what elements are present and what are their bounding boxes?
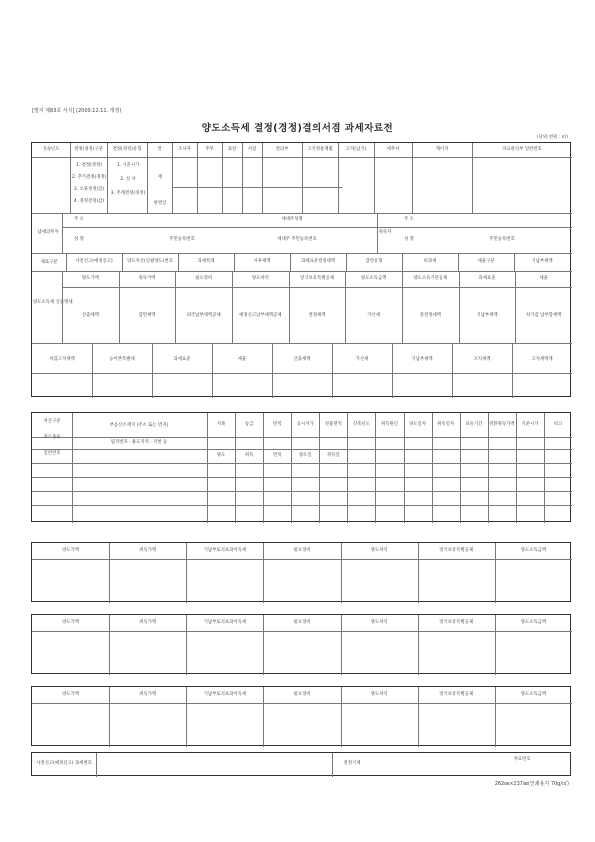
block-col: 필요경비 <box>293 692 311 697</box>
rule-line <box>172 143 173 213</box>
bottom-col-label: 산출세액 <box>293 357 311 362</box>
block-col: 양도차익 <box>370 620 388 625</box>
rule-line <box>404 413 405 523</box>
asset-col: 신축년도 <box>352 422 370 427</box>
tax-col-label: 결정세액 <box>308 313 326 318</box>
header-cell: 세무서 <box>386 147 400 152</box>
buyer-address-label: 주 소 <box>404 217 414 222</box>
kind-item: 3. 오류정정(감) <box>73 187 105 192</box>
calc-row-label: 양도가액 <box>81 276 99 281</box>
rule-line <box>418 615 419 675</box>
rule-line <box>495 615 496 675</box>
rule-line <box>109 615 110 675</box>
rule-line <box>291 413 292 523</box>
block-col: 기납부토지초과이득세 <box>203 692 247 697</box>
header-cell: 고지정통계월 <box>307 147 333 152</box>
detail-label: 필지번호 · 용도지역 · 지번 등 <box>110 440 168 445</box>
block-col: 장기보유특별공제 <box>439 548 474 553</box>
calc-row-label: 필요경비 <box>195 276 213 281</box>
rule-line <box>346 253 347 271</box>
asset-sub: 양도일 <box>298 453 312 458</box>
header-cell: 자료관리부 일련번호 <box>502 147 542 152</box>
rule-line <box>32 477 572 478</box>
block-col: 양도가액 <box>62 692 80 697</box>
calc-row-label: 장기보유특별공제 <box>300 276 334 281</box>
rule-line <box>207 413 208 523</box>
block-col: 양도가액 <box>62 620 80 625</box>
tax-col-label: 예정신고납부세액공제 <box>239 313 282 318</box>
rule-line <box>232 287 233 343</box>
asset-col: 등급 <box>244 422 254 427</box>
form-number: [별지 제83호 서식] (2000.12.11. 개정) <box>32 108 122 114</box>
rule-line <box>212 343 213 398</box>
type-item: 3. 추계결정(경정) <box>110 191 146 196</box>
rule-line <box>96 753 97 777</box>
rule-line <box>107 143 108 213</box>
category-col: 양도자산(일괄양도)번호 <box>127 259 173 264</box>
rule-line <box>186 615 187 675</box>
rule-line <box>544 413 545 523</box>
block-col: 기납부토지초과이득세 <box>203 548 247 553</box>
rule-line <box>62 287 63 343</box>
rule-line <box>341 687 342 747</box>
rule-line <box>32 343 572 344</box>
rule-line <box>32 213 572 214</box>
header-cell: 조사자 <box>178 147 191 152</box>
asset-col: 전환취득가액 <box>489 422 515 427</box>
category-col: 과세특례 <box>197 259 215 264</box>
rule-line <box>472 143 473 213</box>
calc-side-label: 양도소득세 산출명세 <box>33 300 73 305</box>
rule-line <box>459 287 460 343</box>
kind-item: 2. 추가결정(경정) <box>72 175 107 180</box>
rule-line <box>432 413 433 523</box>
tax-col-label: 기납부세액 <box>476 313 498 318</box>
header-cell: 주무 <box>205 147 214 152</box>
block-col: 양도소득금액 <box>520 620 547 625</box>
asset-col: 양도일자 <box>409 422 427 427</box>
asset-sub: 면적 <box>272 453 282 458</box>
tax-col-label: 외국납부세액공제 <box>186 313 221 318</box>
rule-line <box>262 143 263 213</box>
rule-line <box>263 543 264 603</box>
asset-sub: 취득 <box>244 453 254 458</box>
asset-col: 면적 <box>272 422 282 427</box>
paper-spec: 262㎜×237㎜(인쇄용지 70g/㎡) <box>494 781 569 787</box>
rule-line <box>402 253 403 271</box>
tax-col-label: 산출세액 <box>81 313 99 318</box>
calc-block-3 <box>31 686 571 746</box>
rule-line <box>32 271 572 272</box>
category-col: 사전신고(예정신고) <box>75 259 113 264</box>
buyer-resident-label: 주민등록번호 <box>489 237 515 242</box>
rule-line <box>263 687 264 747</box>
rule-line <box>92 343 93 398</box>
asset-label: 자산구분 <box>43 419 61 424</box>
calc-row-label: 세율 <box>539 276 548 281</box>
block-col: 장기보유특별공제 <box>439 620 474 625</box>
header-cell: 결정(경정)유형 <box>112 147 142 152</box>
rule-line <box>512 343 513 398</box>
final-mid: 결정기재 <box>343 761 361 766</box>
category-col: 사후세액 <box>253 259 271 264</box>
rule-line <box>32 491 572 492</box>
rule-line <box>235 413 236 523</box>
rule-line <box>32 373 572 374</box>
tax-col-label: 가산세 <box>367 313 381 318</box>
rule-line <box>460 413 461 523</box>
rule-line <box>495 543 496 603</box>
type-item: 2. 실 사 <box>120 177 136 182</box>
asset-col: 기준시가 <box>521 422 539 427</box>
rule-line <box>152 343 153 398</box>
bottom-col-label: 기납부세액 <box>411 357 433 362</box>
block-col: 기납부토지초과이득세 <box>203 620 247 625</box>
asset-detail-table <box>31 412 571 522</box>
rule-line <box>263 413 264 523</box>
block-col: 양도차익 <box>370 548 388 553</box>
header-cell: 결 <box>157 147 162 152</box>
calc-row-label: 양도소득기본공제 <box>413 276 448 281</box>
rule-line <box>332 343 333 398</box>
rule-line <box>119 271 120 287</box>
rule-line <box>234 253 235 271</box>
rule-line <box>341 615 342 675</box>
rule-line <box>495 687 496 747</box>
final-right: 자료번호 <box>513 757 531 762</box>
header-cell: 고지(납기) <box>345 147 367 152</box>
rule-line <box>289 271 290 287</box>
rule-line <box>222 143 223 213</box>
rule-line <box>32 449 572 450</box>
block-col: 취득가액 <box>139 692 157 697</box>
rule-line <box>232 271 233 287</box>
block-col: 취득가액 <box>139 548 157 553</box>
asset-col: 취득일자 <box>437 422 455 427</box>
rule-line <box>32 703 572 704</box>
bottom-col-label: 차감고지세액 <box>49 357 75 362</box>
rule-line <box>392 343 393 398</box>
block-col: 양도가액 <box>62 548 80 553</box>
rule-line <box>178 253 179 271</box>
rule-line <box>242 143 243 213</box>
rule-line <box>452 343 453 398</box>
calc-row-label: 취득가액 <box>138 276 156 281</box>
asset-sub: 취득일 <box>326 453 340 458</box>
rule-line <box>459 271 460 287</box>
asset-col: 공시지가 <box>296 422 314 427</box>
rule-line <box>516 413 517 523</box>
location-label: 부동산소재지 (주소 또는 번지) <box>109 423 169 428</box>
asset-col: 취득원인 <box>381 422 398 427</box>
calc-block-2 <box>31 614 571 674</box>
asset-col: 지목 <box>216 422 226 427</box>
rule-line <box>341 543 342 603</box>
rule-line <box>302 143 303 213</box>
rule-line <box>172 187 342 188</box>
final-left: 사전신고(예정신고) 과세번호 <box>36 761 92 766</box>
kind-item: 1. 결정(경정) <box>76 163 102 168</box>
bottom-col-label: 고지세액계 <box>531 357 553 362</box>
header-cell: 결의부 <box>275 147 289 152</box>
buyer-label: 취득자 <box>378 230 392 235</box>
header-cell: 서장 <box>247 147 257 152</box>
rule-line <box>62 287 572 288</box>
rule-line <box>109 687 110 747</box>
category-col: 세율구분 <box>477 259 495 264</box>
name-label: 성 명 <box>74 237 84 242</box>
tax-col-label: 감면세액 <box>138 313 156 318</box>
rule-line <box>32 253 572 254</box>
rule-line <box>175 271 176 287</box>
bottom-col-label: 세율 <box>237 357 247 362</box>
address-label: 주 소 <box>74 217 84 222</box>
rule-line <box>402 271 403 287</box>
resident-no-label: 주민등록번호 <box>169 237 195 242</box>
rule-line <box>488 413 489 523</box>
rule-line <box>412 143 413 213</box>
rule-line <box>418 543 419 603</box>
rule-line <box>186 543 187 603</box>
rule-line <box>345 271 346 287</box>
tax-col-label: 차가감 납부할세액 <box>525 313 562 318</box>
approval-cell: 판결일 <box>153 201 167 206</box>
page-title: 양도소득세 결정(경정)결의서겸 과세자료전 <box>201 123 394 134</box>
header-cell: 계이지 <box>435 147 449 152</box>
rule-line <box>32 463 572 464</box>
unit-label: (단위:천원 : ㎡) <box>536 135 568 140</box>
rule-line <box>458 253 459 271</box>
category-col: 감면유형 <box>365 259 383 264</box>
household-no-label: 세대주 주민등록번호 <box>277 237 317 242</box>
rule-line <box>345 287 346 343</box>
rule-line <box>418 687 419 747</box>
calc-block-1 <box>31 542 571 602</box>
rule-line <box>319 413 320 523</box>
calc-row-label: 과세표준 <box>478 276 496 281</box>
bottom-col-label: 농어촌특별세 <box>109 357 135 362</box>
rule-line <box>515 287 516 343</box>
asset-col: 비고 <box>553 422 563 427</box>
rule-line <box>197 143 198 213</box>
asset-sub: 양도 <box>216 453 226 458</box>
rule-line <box>72 413 73 523</box>
block-col: 양도소득금액 <box>520 548 547 553</box>
block-col: 양도소득금액 <box>520 692 547 697</box>
rule-line <box>374 143 375 213</box>
rule-line <box>402 287 403 343</box>
rule-line <box>290 253 291 271</box>
header-cell: 과장 <box>227 147 237 152</box>
category-col: 과세표준결정세액 <box>301 259 335 264</box>
rule-line <box>375 413 376 523</box>
asset-col: 전용면적 <box>324 422 342 427</box>
block-col: 장기보유특별공제 <box>439 692 474 697</box>
bottom-col-label: 과세표준 <box>173 357 191 362</box>
rule-line <box>175 287 176 343</box>
row-label: 자료종류 <box>43 435 61 440</box>
header-cell: 귀속년도 <box>42 147 60 152</box>
rule-line <box>119 287 120 343</box>
rule-line <box>62 271 63 287</box>
decision-summary-table <box>31 142 571 397</box>
type-item: 1. 기준시가 <box>116 163 140 168</box>
rule-line <box>347 413 348 523</box>
rule-line <box>515 271 516 287</box>
rule-line <box>514 253 515 271</box>
category-col: 기납부세액 <box>531 259 553 264</box>
final-row <box>31 752 571 776</box>
rule-line <box>32 559 572 560</box>
rule-line <box>62 227 572 228</box>
asset-col: 보유기간 <box>465 422 483 427</box>
rule-line <box>263 615 264 675</box>
buyer-name-label: 성 명 <box>404 237 414 242</box>
calc-row-label: 양도차익 <box>251 276 269 281</box>
bottom-col-label: 가산세 <box>355 357 369 362</box>
rule-line <box>32 157 572 158</box>
header-cell: 결정(경정)구분 <box>74 147 103 152</box>
row-label: 일련번호 <box>43 451 61 456</box>
gyeol-cell: 재 <box>157 175 163 180</box>
rule-line <box>338 143 339 213</box>
rule-line <box>122 253 123 271</box>
block-col: 취득가액 <box>139 620 157 625</box>
category-col: 비과세 <box>423 259 437 264</box>
rule-line <box>289 287 290 343</box>
rule-line <box>109 543 110 603</box>
category-label: 제로구분 <box>40 260 58 265</box>
rule-line <box>272 343 273 398</box>
bottom-col-label: 고지세액 <box>473 357 491 362</box>
block-col: 필요경비 <box>293 620 311 625</box>
rule-line <box>66 253 67 271</box>
rule-line <box>70 143 71 213</box>
rule-line <box>32 437 572 438</box>
tax-col-label: 총결정세액 <box>419 313 441 318</box>
household-label: 세대주성명 <box>281 217 303 222</box>
rule-line <box>32 631 572 632</box>
kind-item: 4. 경정결정(감) <box>73 199 105 204</box>
calc-row-label: 양도소득금액 <box>360 276 387 281</box>
block-col: 양도차익 <box>370 692 388 697</box>
seller-label: 납세의무자 <box>37 230 59 235</box>
rule-line <box>32 505 572 506</box>
block-col: 필요경비 <box>293 548 311 553</box>
rule-line <box>186 687 187 747</box>
rule-line <box>62 213 63 253</box>
